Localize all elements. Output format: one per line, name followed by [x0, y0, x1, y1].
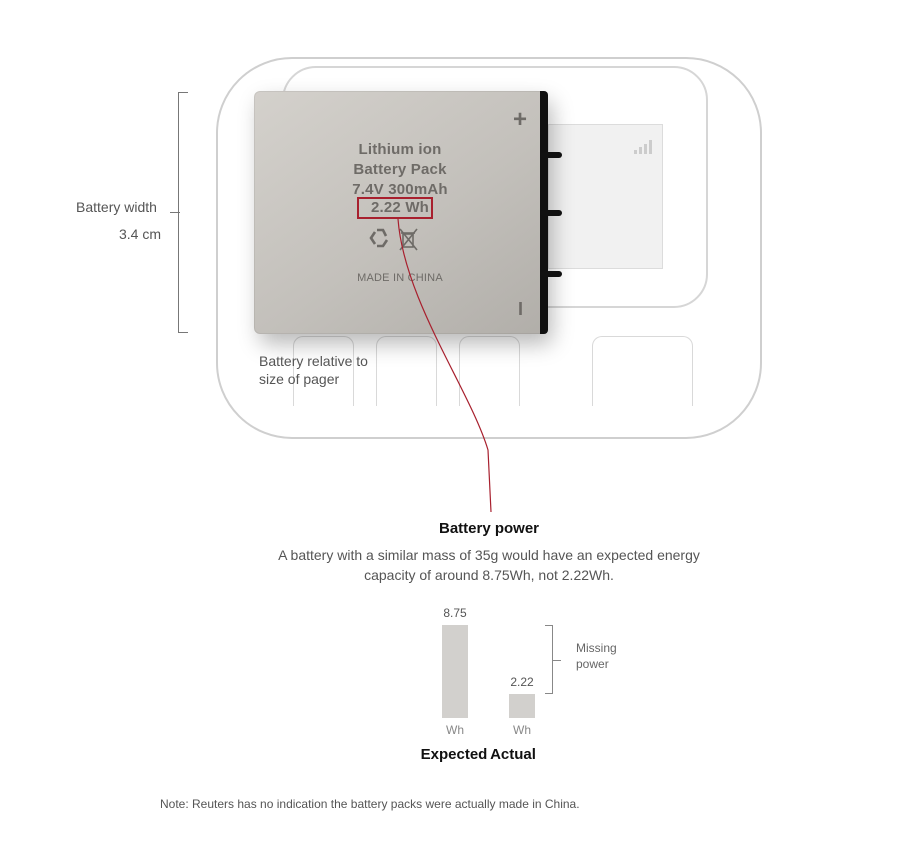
power-title: Battery power — [438, 520, 540, 537]
battery-line-1: Lithium ion — [358, 141, 442, 158]
battery-width-label: Battery width — [76, 199, 157, 215]
missing-power-bracket — [545, 625, 553, 694]
energy-bar-chart — [420, 600, 640, 770]
leader-line — [398, 219, 491, 512]
missing-power-line-2: power — [576, 656, 609, 671]
bar-unit-expected: Wh — [446, 723, 464, 737]
power-description-line-1: A battery with a similar mass of 35g would have an expected energy — [278, 547, 700, 563]
missing-power-line-1: Missing — [576, 640, 617, 655]
power-description — [0, 545, 915, 585]
battery-energy-label: 2.22 Wh — [370, 199, 430, 216]
battery-line-2: Battery Pack — [353, 161, 447, 178]
footnote: Note: Reuters has no indication the battery packs were actually made in China. — [160, 797, 580, 811]
category-expected: Expected — [420, 746, 488, 763]
bar-value-actual: 2.22 — [510, 675, 534, 689]
battery-origin: MADE IN CHINA — [357, 272, 443, 284]
category-actual: Actual — [490, 746, 536, 763]
bar-value-expected: 8.75 — [443, 606, 467, 620]
battery-width-value: 3.4 cm — [119, 226, 162, 242]
minus-symbol: I — [518, 299, 524, 319]
battery-line-3: 7.4V 300mAh — [352, 181, 448, 198]
plus-symbol: + — [513, 106, 528, 133]
bar-unit-actual: Wh — [513, 723, 531, 737]
power-description-line-2: capacity of around 8.75Wh, not 2.22Wh. — [364, 567, 614, 583]
caption-line-1: Battery relative to — [259, 353, 368, 369]
bar-actual — [509, 694, 535, 718]
missing-power-label — [576, 640, 617, 672]
missing-power-bracket-tick — [553, 660, 561, 661]
bar-expected — [442, 625, 468, 718]
caption-line-2: size of pager — [259, 371, 340, 387]
